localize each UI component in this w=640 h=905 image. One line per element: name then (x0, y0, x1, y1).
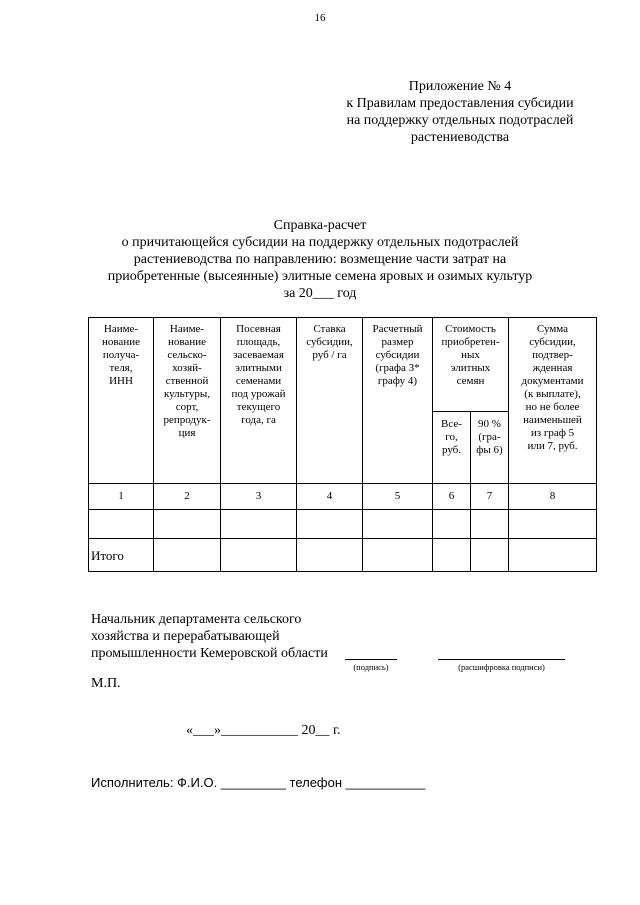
table-cell (221, 510, 297, 539)
total-label: Итого (89, 539, 154, 572)
decoding-blank (438, 647, 565, 660)
column-number: 8 (509, 484, 597, 510)
header-ninety-percent: 90 % (гра- фы 6) (471, 412, 509, 484)
table-cell (471, 510, 509, 539)
table-cell (433, 539, 471, 572)
title-line: за 20___ год (283, 286, 357, 301)
title-line: о причитающейся субсидии на поддержку отдельных подотраслей (121, 235, 519, 250)
column-number: 6 (433, 484, 471, 510)
column-number: 1 (89, 484, 154, 510)
position-line: промышленности Кемеровской области (91, 646, 328, 661)
executor-line: Исполнитель: Ф.И.О. _________ телефон ___________ (91, 775, 426, 790)
table-cell (297, 510, 363, 539)
header-subsidy-sum: Сумма субсидии, подтвер- жденная документами (к выплате), но не более наименьшей из граф 5 или 7, руб. (509, 318, 597, 484)
table-cell (363, 510, 433, 539)
signature-caption: (подпись) (353, 662, 389, 672)
seal-label: М.П. (91, 676, 121, 691)
title-line: приобретенные (высеянные) элитные семена яровых и озимых культур (107, 269, 533, 284)
column-number: 3 (221, 484, 297, 510)
title-line: Справка-расчет (273, 218, 367, 233)
table-cell (433, 510, 471, 539)
date-line: «___»___________ 20__ г. (186, 723, 341, 738)
column-numbers-row (89, 484, 597, 510)
table-cell (509, 539, 597, 572)
column-number: 4 (297, 484, 363, 510)
appendix-line: Приложение № 4 (408, 79, 512, 94)
header-total-cost: Все- го, руб. (433, 412, 471, 484)
table-cell (221, 539, 297, 572)
table-cell (297, 539, 363, 572)
appendix-line: на поддержку отдельных подотраслей (346, 113, 574, 128)
title-line: растениеводства по направлению: возмещение части затрат на (133, 252, 507, 267)
header-rate: Ставка субсидии, руб / га (297, 318, 363, 484)
column-number: 2 (154, 484, 221, 510)
data-row-empty (89, 510, 597, 539)
position-line: хозяйства и перерабатывающей (91, 629, 280, 644)
column-number: 7 (471, 484, 509, 510)
header-recipient: Наиме- нование получа- теля, ИНН (89, 318, 154, 484)
decoding-caption: (расшифровка подписи) (458, 662, 545, 672)
appendix-header (300, 78, 620, 146)
calculation-table (88, 317, 597, 572)
appendix-line: растениеводства (410, 130, 510, 145)
page-number: 16 (314, 12, 326, 24)
table-cell (471, 539, 509, 572)
column-number: 5 (363, 484, 433, 510)
signature-blank (345, 647, 397, 660)
total-row (89, 539, 597, 572)
table-cell (154, 539, 221, 572)
table-cell (154, 510, 221, 539)
table-cell (509, 510, 597, 539)
appendix-line: к Правилам предоставления субсидии (346, 96, 574, 111)
header-calculated-amount: Расчетный размер субсидии (графа 3* графу 4) (363, 318, 433, 484)
document-title (60, 217, 580, 302)
header-seed-cost: Стоимость приобретен- ных элитных семян (433, 318, 509, 412)
position-line: Начальник департамента сельского (91, 612, 302, 627)
table-cell (89, 510, 154, 539)
header-crop: Наиме- нование сельско- хозяй- ственной культуры, сорт, репродук- ция (154, 318, 221, 484)
header-area: Посевная площадь, засеваемая элитными семенами под урожай текущего года, га (221, 318, 297, 484)
table-cell (363, 539, 433, 572)
